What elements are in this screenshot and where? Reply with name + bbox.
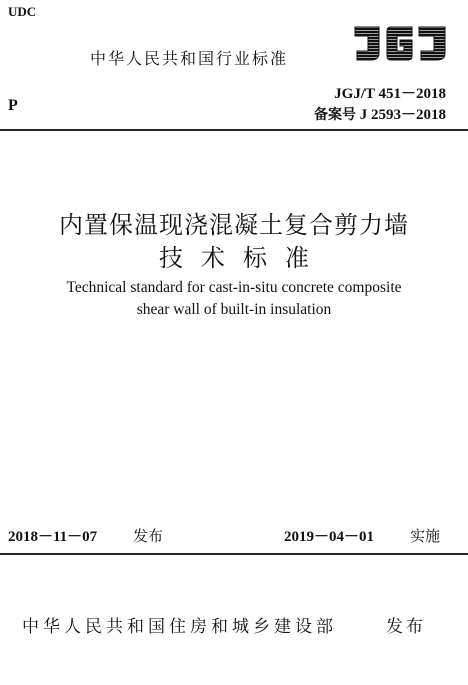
standard-number: JGJ/T 451－2018 bbox=[334, 86, 446, 102]
industry-standard-heading: 中华人民共和国行业标准 bbox=[90, 49, 289, 68]
top-divider bbox=[0, 129, 468, 131]
publisher-name: 中华人民共和国住房和城乡建设部 bbox=[22, 617, 337, 637]
title-english-line1: Technical standard for cast-in-situ concrete composite bbox=[66, 279, 402, 296]
publish-label: 发布 bbox=[386, 617, 426, 637]
udc-code: UDC bbox=[8, 4, 37, 19]
jgj-logo bbox=[351, 23, 449, 63]
implementation-label: 实施 bbox=[410, 527, 441, 545]
issue-label: 发布 bbox=[133, 527, 164, 545]
record-number: J 2593－2018 bbox=[359, 107, 446, 123]
category-code: P bbox=[8, 97, 18, 114]
implementation-date: 2019－04－01 bbox=[284, 529, 375, 545]
bottom-divider bbox=[0, 553, 468, 555]
title-chinese-line1: 内置保温现浇混凝土复合剪力墙 bbox=[59, 213, 409, 239]
record-label: 备案号 bbox=[313, 107, 356, 123]
title-chinese-line2: 技术标准 bbox=[159, 246, 327, 272]
issue-date: 2018－11－07 bbox=[8, 529, 98, 545]
title-english-line2: shear wall of built-in insulation bbox=[136, 301, 332, 318]
record-number-line bbox=[314, 103, 446, 124]
